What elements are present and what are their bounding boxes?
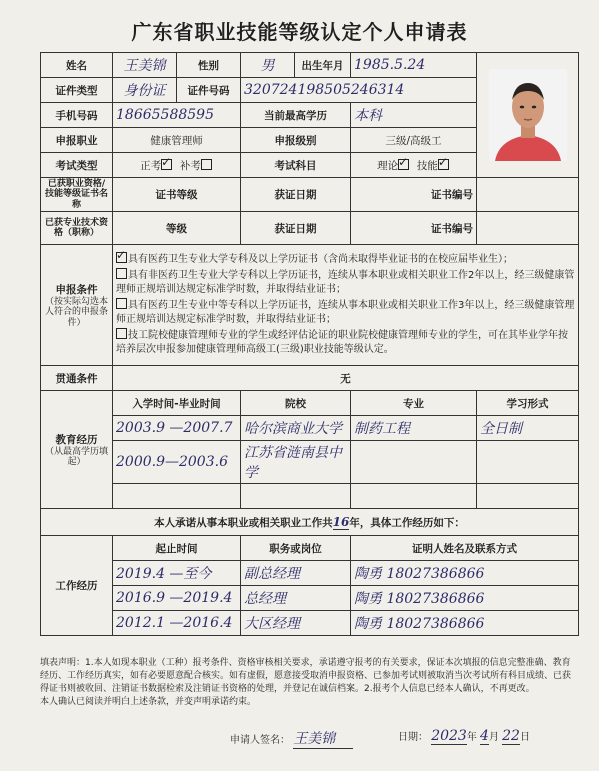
- work-statement: 本人承诺从事本职业或相关职业工作共16年，具体工作经历如下：: [41, 509, 579, 536]
- exam-skill-label: 技能: [416, 159, 438, 172]
- table-row: [41, 484, 579, 509]
- table-row: 2019.4 —至今 副总经理 陶勇 18027386866: [41, 561, 579, 586]
- edu-history-label: 教育经历: [55, 433, 98, 446]
- job-label: 申报职业: [41, 128, 113, 153]
- id-no-label: 证件号码: [177, 78, 241, 103]
- level-value: 三级/高级工: [351, 128, 477, 153]
- edu-history-label-cell: [41, 391, 113, 509]
- gender-label: 性别: [177, 53, 241, 78]
- conditions-list: [113, 245, 579, 366]
- edu-col-time: 入学时间-毕业时间: [113, 391, 241, 416]
- grade-label: 等级: [113, 212, 241, 245]
- signature-block: [230, 728, 353, 749]
- job-value: 健康管理师: [113, 128, 241, 153]
- gender-value: 男: [241, 53, 295, 78]
- penetrate-value: 无: [113, 366, 579, 391]
- cert-level-label: 证书等级: [113, 178, 241, 212]
- id-type-value: 身份证: [113, 78, 177, 103]
- photo-cell: [477, 53, 579, 178]
- conditions-label: 申报条件: [55, 284, 98, 297]
- table-row: 2016.9 —2019.4 总经理 陶勇 18027386866: [41, 586, 579, 611]
- applicant-photo: [489, 69, 567, 161]
- work-col-position: 职务或岗位: [241, 536, 351, 561]
- exam-regular-label: 正考: [140, 159, 162, 172]
- date-block: 日期： 2023年 4月 22日: [398, 728, 530, 744]
- condition-checkbox-4[interactable]: [116, 328, 127, 339]
- date-month: 4: [480, 728, 489, 744]
- condition-item: 技工院校健康管理师专业的学生或经评估论证的职业院校健康管理师专业的学生，可在其毕业学年按培养层次申报参加健康管理师高级工(三级)职业技能等级认定。: [116, 329, 568, 356]
- cert-no-label-2: 证书编号: [351, 212, 477, 245]
- cert-no-value-2: [477, 212, 579, 245]
- issue-date-label: 获证日期: [241, 178, 351, 212]
- date-year: 2023: [431, 728, 467, 744]
- cert-no-label: 证书编号: [351, 178, 477, 212]
- exam-makeup-label: 补考: [179, 159, 201, 172]
- exam-regular-checkbox[interactable]: [161, 159, 172, 170]
- exam-subject-options: [351, 153, 477, 178]
- table-row: 2003.9 —2007.7 哈尔滨商业大学 制药工程 全日制: [41, 416, 579, 441]
- conditions-note: （按实际勾选本人符合的申报条件）: [44, 297, 108, 328]
- phone-value: 18665588595: [113, 103, 241, 128]
- held-cert-label: 已获职业资格/技能等级证书名称: [41, 178, 113, 212]
- exam-theory-checkbox[interactable]: [398, 159, 409, 170]
- penetrate-label: 贯通条件: [41, 366, 113, 391]
- condition-checkbox-2[interactable]: [116, 268, 127, 279]
- signature-value: 王美锦: [293, 728, 353, 749]
- exam-type-label: 考试类型: [41, 153, 113, 178]
- name-value: 王美锦: [113, 53, 177, 78]
- cert-no-value: [477, 178, 579, 212]
- work-col-time: 起止时间: [113, 536, 241, 561]
- form-title: 广东省职业技能等级认定个人申请表: [131, 20, 468, 44]
- condition-item: 具有医药卫生专业中等专科以上学历证书，连续从事本职业或相关职业工作3年以上，经三级健康管理师正规培训达规定标准学时数，并取得结业证书；: [116, 299, 575, 326]
- education-label: 当前最高学历: [241, 103, 351, 128]
- declaration-confirm: 本人确认已阅读并明白上述条款，并变声明承诺约束。: [40, 697, 257, 707]
- work-history-label: 工作经历: [41, 536, 113, 636]
- conditions-label-cell: [41, 245, 113, 366]
- id-no-value: 320724198505246314: [241, 78, 477, 103]
- edu-col-major: 专业: [351, 391, 477, 416]
- edu-col-school: 院校: [241, 391, 351, 416]
- dob-value: 1985.5.24: [351, 53, 477, 78]
- issue-date-label-2: 获证日期: [241, 212, 351, 245]
- exam-subject-label: 考试科目: [241, 153, 351, 178]
- exam-theory-label: 理论: [377, 159, 399, 172]
- level-label: 申报级别: [241, 128, 351, 153]
- id-type-label: 证件类型: [41, 78, 113, 103]
- edu-history-note: （从最高学历填起）: [44, 446, 108, 468]
- exam-type-options: [113, 153, 241, 178]
- signature-label: 申请人签名：: [230, 735, 290, 746]
- work-years: 16: [332, 514, 350, 529]
- condition-item: ✓具有医药卫生专业大学专科及以上学历证书（含尚未取得毕业证书的在校应届毕业生）；: [116, 252, 575, 268]
- held-title-label: 已获专业技术资格（职称）: [41, 212, 113, 245]
- declaration-text: 填表声明：1.本人如现本职业（工种）报考条件、资格审核相关要求，承诺遵守报考的有关要求，保证本次填报的信息完整准确、教育经历、工作经历真实，如有必要愿意配合核实。如有虚假，愿意接受取消申报资格、已参加考试则被取消当次考试所有科目成绩、已获得证书则被收回、注销证书数据检索及注销证书资格的处理，并登记在诚信档案。2.报考个人信息已经本人确认，不再更改。: [40, 658, 572, 694]
- name-label: 姓名: [41, 53, 113, 78]
- phone-label: 手机号码: [41, 103, 113, 128]
- application-form-table: [40, 52, 579, 636]
- date-label: 日期：: [398, 732, 428, 743]
- table-row: 2000.9—2003.6 江苏省涟南县中学: [41, 441, 579, 484]
- date-day: 22: [502, 728, 520, 744]
- education-value: 本科: [351, 103, 477, 128]
- exam-skill-checkbox[interactable]: [438, 159, 449, 170]
- exam-makeup-checkbox[interactable]: [201, 159, 212, 170]
- table-row: 2012.1 —2016.4 大区经理 陶勇 18027386866: [41, 611, 579, 636]
- condition-checkbox-1[interactable]: [116, 252, 127, 263]
- work-col-contact: 证明人姓名及联系方式: [351, 536, 579, 561]
- declaration: [40, 657, 578, 709]
- edu-col-mode: 学习形式: [477, 391, 579, 416]
- condition-checkbox-3[interactable]: [116, 298, 127, 309]
- dob-label: 出生年月: [295, 53, 351, 78]
- condition-item: 具有非医药卫生专业大学专科以上学历证书，连续从事本职业或相关职业工作2年以上，经三级健康管理师正规培训达规定标准学时数，并取得结业证书；: [116, 269, 575, 296]
